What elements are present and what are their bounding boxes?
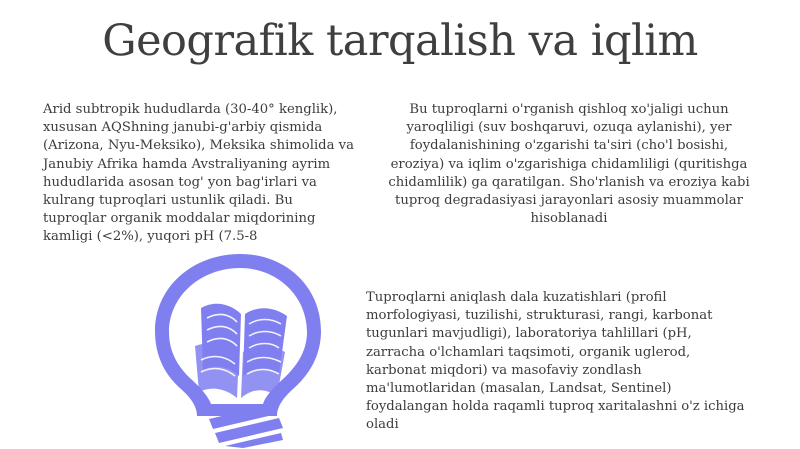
paragraph-identification: Tuproqlarni aniqlash dala kuzatishlari (profil morfologiyasi, tuzilishi, strukturasi, rangi, karbonat tugunlari mavjudligi), laboratoriya tahlillari (pH, zarracha o'lchamlari taqsimoti, organik uglerod, karbonat miqdori) va masofaviy zondlash ma'lumotlaridan (masalan, Landsat, Sentinel) foydalangan holda raqamli tuproq xaritalashni o'z ichiga oladi xyxy=(366,290,745,433)
paragraph-study-focus: Bu tuproqlarni o'rganish qishloq xo'jaligi uchun yaroqliligi (suv boshqaruvi, ozuqa aylanishi), yer foydalanishining o'zgarishi ta'siri (cho'l bosishi, eroziya) va iqlim o'zgarishiga chidamliligi (quritishga chidamlilik) ga qaratilgan. Sho'rlanish va eroziya kabi tuproq degradasiyasi jarayonlari asosiy muammolar hisoblanadi xyxy=(388,102,750,227)
paragraph-geography: Arid subtropik hududlarda (30-40° kenglik), xususan AQShning janubi-g'arbiy qismida (Arizona, Nyu-Meksiko), Meksika shimolida va Janubiy Afrika hamda Avstraliyaning ayrim hududlarida asosan tog' yon bag'irlari va kulrang tuproqlari ustunlik qiladi. Bu tuproqlar organik moddalar miqdorining kamligi (<2%), yuqori pH (7.5-8 xyxy=(43,102,354,245)
slide-title: Geografik tarqalish va iqlim xyxy=(102,16,698,66)
lightbulb-book-icon xyxy=(131,248,336,448)
